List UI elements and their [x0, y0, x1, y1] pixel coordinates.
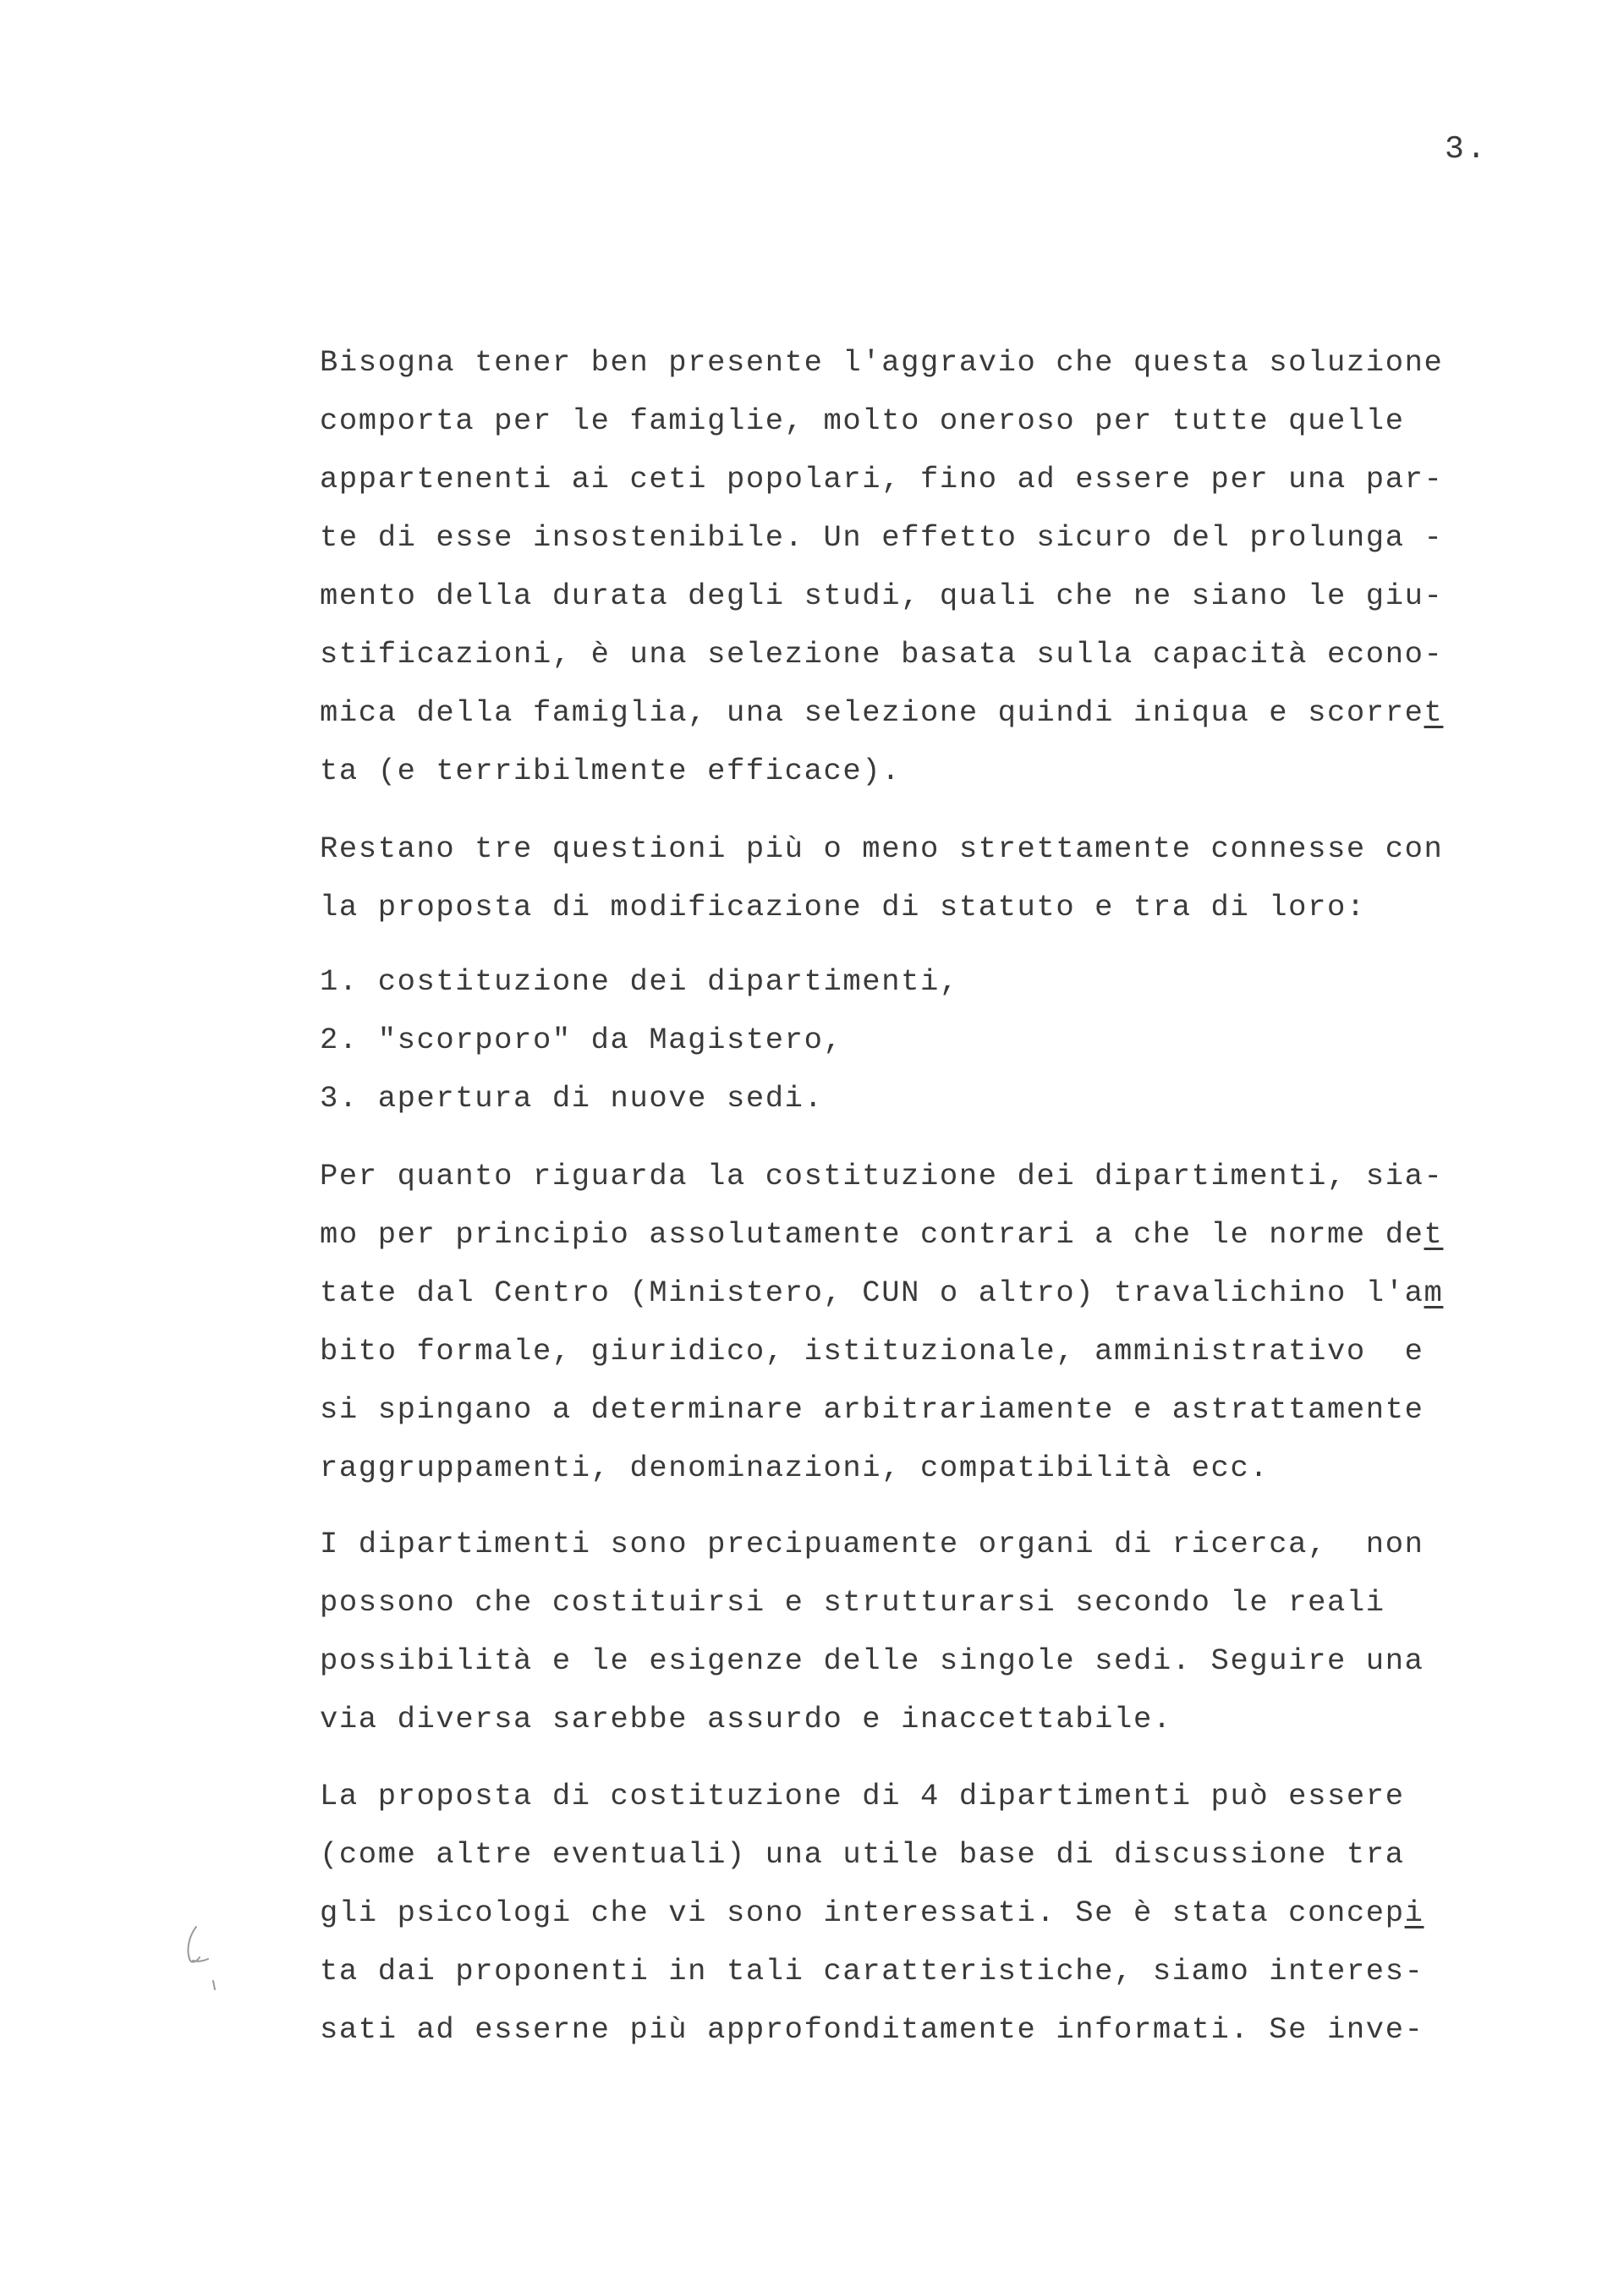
- paragraph-aggravio: [320, 333, 1479, 800]
- numbered-list: [320, 952, 1479, 1127]
- text-line: si spingano a determinare arbitrariamente e astrattamente: [320, 1392, 1424, 1427]
- text-line: mo per principio assolutamente contrari a che le norme det: [320, 1217, 1444, 1252]
- text-line: ta dai proponenti in tali caratteristiche, siamo interes-: [320, 1954, 1424, 1989]
- text-line: Restano tre questioni più o meno strettamente connesse con: [320, 831, 1444, 866]
- text-line: appartenenti ai ceti popolari, fino ad essere per una par-: [320, 462, 1444, 496]
- text-line: mica della famiglia, una selezione quindi iniqua e scorret: [320, 695, 1444, 730]
- paragraph-proposta: [320, 1767, 1479, 2059]
- text-line: I dipartimenti sono precipuamente organi di ricerca, non: [320, 1527, 1424, 1561]
- underlined-letter: i: [1404, 1895, 1424, 1930]
- text-line: comporta per le famiglie, molto oneroso per tutte quelle: [320, 403, 1405, 438]
- text-line: via diversa sarebbe assurdo e inaccettabile.: [320, 1702, 1172, 1736]
- text-line: la proposta di modificazione di statuto e tra di loro:: [320, 890, 1366, 924]
- underlined-letter: m: [1424, 1275, 1444, 1310]
- text-line: mento della durata degli studi, quali che ne siano le giu-: [320, 579, 1444, 613]
- paragraph-questioni: [320, 820, 1479, 936]
- text-line: (come altre eventuali) una utile base di discussione tra: [320, 1837, 1405, 1872]
- paragraph-dipartimenti: [320, 1147, 1479, 1497]
- text-line: raggruppamenti, denominazioni, compatibilità ecc.: [320, 1451, 1270, 1485]
- text-line: Bisogna tener ben presente l'aggravio che questa soluzione: [320, 345, 1444, 380]
- text-line: sati ad esserne più approfonditamente informati. Se inve-: [320, 2012, 1424, 2047]
- text-line: Per quanto riguarda la costituzione dei dipartimenti, sia-: [320, 1159, 1444, 1193]
- pencil-mark-icon: [178, 1923, 220, 2000]
- text-line: tate dal Centro (Ministero, CUN o altro) travalichino l'am: [320, 1275, 1444, 1310]
- text-line: te di esse insostenibile. Un effetto sicuro del prolunga -: [320, 520, 1444, 555]
- list-item: 1. costituzione dei dipartimenti,: [320, 964, 959, 999]
- text-line: ta (e terribilmente efficace).: [320, 754, 902, 788]
- text-line: possono che costituirsi e strutturarsi secondo le reali: [320, 1585, 1385, 1620]
- text-line: gli psicologi che vi sono interessati. Se è stata concepi: [320, 1895, 1424, 1930]
- text-line: stificazioni, è una selezione basata sulla capacità econo-: [320, 637, 1444, 672]
- text-line: bito formale, giuridico, istituzionale, amministrativo e: [320, 1334, 1424, 1369]
- page-number: 3.: [1445, 131, 1489, 167]
- underlined-letter: t: [1424, 695, 1444, 730]
- text-line: La proposta di costituzione di 4 dipartimenti può essere: [320, 1779, 1405, 1813]
- list-item: 3. apertura di nuove sedi.: [320, 1081, 824, 1116]
- paragraph-ricerca: [320, 1515, 1479, 1748]
- text-line: possibilità e le esigenze delle singole sedi. Seguire una: [320, 1643, 1424, 1678]
- list-item: 2. "scorporo" da Magistero,: [320, 1023, 843, 1057]
- underlined-letter: t: [1424, 1217, 1444, 1252]
